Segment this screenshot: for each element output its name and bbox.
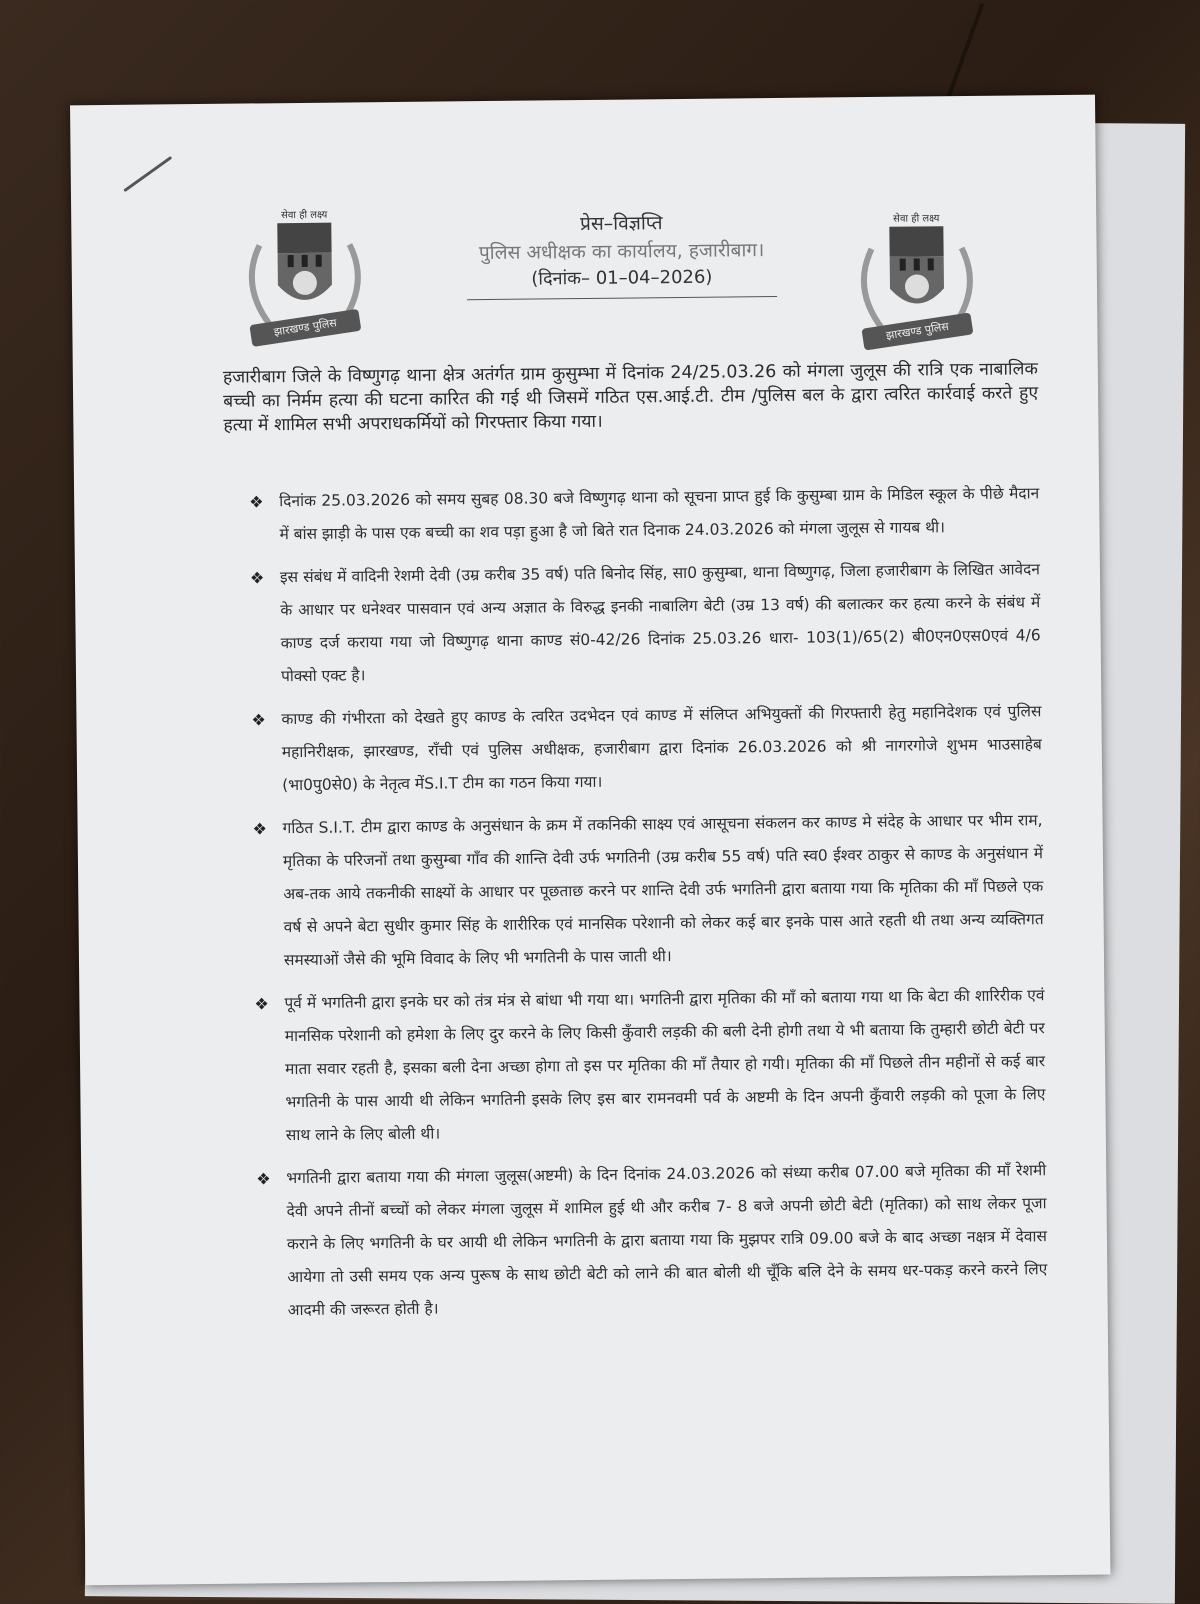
- logo-motto: सेवा ही लक्ष्य: [893, 213, 940, 225]
- bullet-icon: ❖: [256, 1169, 271, 1189]
- logo-band: झारखण्ड पुलिस: [861, 312, 973, 350]
- header-divider: [467, 296, 777, 300]
- list-item: [250, 553, 1041, 693]
- list-item: [249, 477, 1040, 551]
- bullet-text: गठित S.I.T. टीम द्वारा काण्ड के अनुसंधान के क्रम में तकनिकी साक्ष्य एवं आसूचना संकलन कर काण्ड मे संदेह के आधार पर भीम राम, मृतिका के परिजनों तथा कुसुम्बा गाँव की शान्ति देवी उर्फ भगतिनी (उम्र करीब 55 वर्ष) पति स्व0 ईश्वर ठाकुर से काण्ड के अनुसंधान में अब-तक आये तकनीकी साक्ष्यों के आधार पर पूछताछ करने पर शान्ति देवी उर्फ भगतिनी द्वारा बताया गया कि मृतिका की माँ पिछले एक वर्ष से अपने बेटा सुधीर कुमार सिंह के शारीरिक एवं मानसिक परेशानी को लेकर कई बार इनके पास आते रहती थी तथा अन्य व्यक्तिगत समस्याओं जैसे की भूमि विवाद के लिए भी भगतिनी के पास जाती थी।: [282, 811, 1044, 970]
- press-release-page: [70, 95, 1110, 1586]
- bullet-icon: ❖: [252, 819, 268, 839]
- list-item: [256, 1154, 1048, 1327]
- logo-band: झारखण्ड पुलिस: [249, 309, 361, 347]
- letterhead: [421, 208, 822, 301]
- bullet-text: दिनांक 25.03.2026 को समय सुबह 08.30 बजे विष्णुगढ़ थाना को सूचना प्राप्त हुई कि कुसुम्बा ग्राम के मिडिल स्कूल के पीछे मैदान में बांस झाड़ी के पास एक बच्ची का शव पड़ा हुआ है जो बिते रात दिनाक 24.03.2026 को मंगला जुलूस से गायब थी।: [279, 484, 1040, 544]
- bullet-icon: ❖: [249, 492, 264, 512]
- document-date: (दिनांक– 01–04–2026): [531, 266, 713, 290]
- jharkhand-police-logo-left: [219, 204, 390, 346]
- list-item: [254, 979, 1046, 1152]
- logo-motto: सेवा ही लक्ष्य: [281, 209, 328, 222]
- list-item: [251, 695, 1042, 802]
- bullet-text: काण्ड की गंभीरता को देखते हुए काण्ड के त्वरित उदभेदन एवं काण्ड में संलिप्त अभियुक्तों की गिरफ्तारी हेतु महानिदेशक एवं पुलिस महानिरीक्षक, झारखण्ड, राँची एवं पुलिस अधीक्षक, हजारीबाग द्वारा दिनांक 26.03.2026 को श्री नागरगोजे शुभम भाउसाहेब (भा0पु0से0) के नेतृत्व मेंS.I.T टीम का गठन किया गया।: [281, 702, 1042, 795]
- document-title: प्रेस–विज्ञप्ति: [579, 212, 663, 236]
- bullet-text: भगतिनी द्वारा बताया गया की मंगला जुलूस(अष्टमी) के दिन दिनांक 24.03.2026 को संध्या करीब 07.00 बजे मृतिका की माँ रेशमी देवी अपने तीनों बच्चों को लेकर मंगला जुलूस में शामिल हुई थी और करीब 7- 8 बजे अपनी छोटी बेटी (मृतिका) को साथ लेकर पूजा कराने के लिए भगतिनी के घर आयी थी लेकिन भगतिनी के द्वारा बताया गया कि मुझपर रात्रि 09.00 बजे के बाद अच्छा नक्षत्र में देवास आयेगा तो उसी समय एक अन्य पुरूष के साथ छोटी बेटी को लाने की बात बोली थी चूँकि बलि देने के समय धर-पकड़ करने करने लिए आदमी की जरूरत होती है।: [286, 1161, 1048, 1320]
- office-name: पुलिस अधीक्षक का कार्यालय, हजारीबाग।: [478, 239, 765, 265]
- bullet-icon: ❖: [254, 994, 269, 1014]
- bullet-text: पूर्व में भगतिनी द्वारा इनके घर को तंत्र मंत्र से बांधा भी गया था। भगतिनी द्वारा मृतिका की माँ को बताया गया था कि बेटा की शारिरीक एवं मानसिक परेशानी को हमेशा के लिए दुर करने के लिए किसी कुँवारी लड़की की बली देनी होगी तथा ये भी बताया कि तुम्हारी छोटी बेटी पर माता सवार रहती है, इसका बली देना अच्छा होगा तो इस पर मृतिका की माँ तैयार हो गयी। मृतिका की माँ पिछले तीन महीनों से कई बार भगतिनी के पास आयी थी लेकिन भगतिनी इसके लिए इस बार रामनवमी पर्व के अष्टमी के दिन अपनी कुँवारी लड़की को पूजा के लिए साथ लाने के लिए बोली थी।: [284, 986, 1046, 1145]
- intro-paragraph: हजारीबाग जिले के विष्णुगढ़ थाना क्षेत्र अतंर्गत ग्राम कुसुम्भा में दिनांक 24/25.03.26 को मंगला जुलूस की रात्रि एक नाबालिक बच्ची का निर्मम हत्या की घटना कारित की गई थी जिसमें गठित एस.आई.टी. टीम /पुलिस बल के द्वारा त्वरित कार्रवाई करते हुए हत्या में शामिल सभी अपराधकर्मियों को गिरफ्तार किया गया।: [222, 358, 1039, 436]
- jharkhand-police-logo-right: [831, 208, 1002, 350]
- pen-mark: [123, 156, 172, 192]
- bullet-icon: ❖: [249, 568, 265, 588]
- bullet-icon: ❖: [251, 710, 266, 730]
- bullet-text: इस संबंध में वादिनी रेशमी देवी (उम्र करीब 35 वर्ष) पति बिनोद सिंह, सा0 कुसुम्बा, थाना विष्णुगढ़, जिला हजारीबाग के लिखित आवेदन के आधार पर धनेश्वर पासवान एवं अन्य अज्ञात के विरुद्ध इनकी नाबालिग बेटी (उम्र 13 वर्ष) की बलात्कर कर हत्या करने के संबंध में काण्ड दर्ज कराया गया जो विष्णुगढ़ थाना काण्ड सं0-42/26 दिनांक 25.03.26 धारा- 103(1)/65(2) बी0एन0एस0एवं 4/6 पोक्सो एक्ट है।: [279, 560, 1041, 686]
- list-item: [252, 804, 1044, 977]
- bullet-list: [249, 477, 1048, 1337]
